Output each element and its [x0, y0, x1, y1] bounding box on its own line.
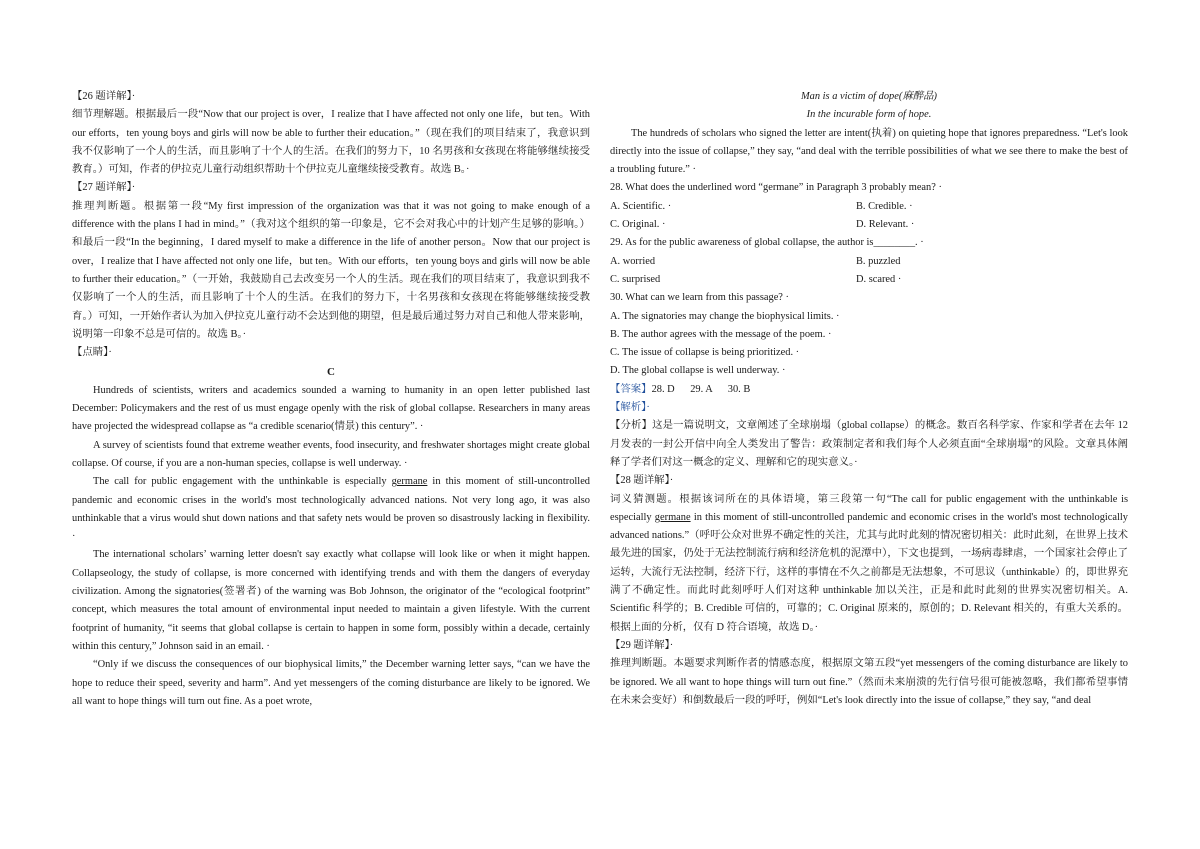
q28-option-b: B. Credible. ·	[856, 200, 913, 212]
q29-option-b: B. puzzled	[856, 255, 901, 267]
q26-explanation: 细节理解题。根据最后一段“Now that our project is over，I realize that I have affected not only one life，but ten。With our efforts，ten young boys and girls will now be able to further their education。”（现在我们的项目结束了，我意识到我不仅影响了一个人的生活，而且影响了十个人的生活。在我们的努力下，10 名男孩和女孩现在将能够继续接受教育。）可知，作者的伊拉克儿童行动组织帮助十个伊拉克儿童继续接受教育。故选 B。·	[72, 109, 590, 176]
poem-line-2: In the incurable form of hope.	[806, 109, 932, 121]
q28-explanation-header: 【28 题详解】·	[610, 475, 674, 487]
q30-option-c: C. The issue of collapse is being prioritized. ·	[610, 347, 800, 359]
right-column	[610, 88, 1128, 710]
passage-paragraph-1: Hundreds of scientists, writers and academics sounded a warning to humanity in an open letter published last December: Policymakers and the rest of us must engage openly with the risk of global collapse. Researchers in many areas have projected the widespread collapse as “a credible scenario(情景) this century”. ·	[72, 384, 590, 433]
paragraph-3-start: The call for public engagement with the unthinkable is especially	[93, 476, 392, 488]
passage-paragraph-2: A survey of scientists found that extreme weather events, food insecurity, and freshwater shortages might create global collapse. Of course, if you are a non-human species, collapse is well underway. ·	[72, 439, 590, 469]
q29-explanation: 推理判断题。本题要求判断作者的情感态度，根据原文第五段“yet messengers of the coming disturbance are likely to be ignored. We all want to hope things will turn out fine.”（然而未来崩溃的先行信号很可能被忽略，我们都希望事情在未来会变好）和倒数最后一段的呼吁，例如“Let's look directly into the issue of collapse,” they say, “and deal	[610, 658, 1128, 706]
q27-header: 【27 题详解】·	[72, 182, 136, 194]
q30-option-a: A. The signatories may change the biophysical limits. ·	[610, 310, 840, 322]
q29-options-row-1	[610, 253, 1128, 271]
question-28: 28. What does the underlined word “germane” in Paragraph 3 probably mean? ·	[610, 182, 942, 194]
passage-paragraph-5: “Only if we discuss the consequences of our biophysical limits,” the December warning letter says, “can we have the hope to reduce their speed, severity and harm”. And yet messengers of the coming disturbance are likely to be ignored. We all want to hope things will turn out fine. As a poet wrote,	[72, 659, 590, 707]
section-c-heading: C	[327, 366, 335, 379]
q28-option-d: D. Relevant. ·	[856, 219, 915, 231]
q29-option-d: D. scared ·	[856, 273, 902, 285]
q28-options-row-2	[610, 216, 1128, 234]
answer-text: 28. D 29. A 30. B	[651, 383, 751, 395]
q29-option-c: C. surprised	[610, 273, 661, 285]
passage-paragraph-4: The international scholars’ warning letter doesn't say exactly what collapse will look like or when it might happen. Collapseology, the study of collapse, is more concerned with identifying trends and with them the dangers of everyday civilization. Among the signatories(签署者) of the warning was Bob Johnson, the originator of the “ecological footprint” concept, which measures the total amount of environmental input needed to maintain a given lifestyle. With the current footprint of humanity, “it seems that global collapse is certain to happen in some form, possibly within a decade, certainly within this century,” Johnson said in an email. ·	[72, 549, 590, 652]
answer-label: 【答案】	[610, 383, 652, 395]
q29-options-row-2	[610, 271, 1128, 289]
q28-explanation-end: in this moment of still-uncontrolled pandemic and economic crises in the world's most technologically advanced nations.”（呼吁公众对世界不确定性的关注，尤其与此时此刻的情况密切相关：此时此刻，在世界上技术最先进的国家，仍处于无法控制流行病和经济危机的泥潭中），下文也提到，一场病毒肆虐，一个国家社会停止了运转，大流行无法控制，经济下行，这样的事情在不久之前都是无法想象，不可思议（unthinkable）的，即世界充满了不确定性。而此时此刻呼吁人们对这种 unthinkable 加以关注，正是和此时此刻的世界实况密切相关。A. Scientific 科学的；B. Credible 可信的，可靠的；C. Original 原来的，原创的；D. Relevant 相关的，有重大关系的。根据上面的分析，仅有 D 符合语境，故选 D。·	[610, 511, 1128, 633]
question-30: 30. What can we learn from this passage? ·	[610, 292, 789, 304]
q30-option-b: B. The author agrees with the message of the poem. ·	[610, 328, 832, 340]
analysis-header: 【解析】·	[610, 402, 650, 414]
passage-paragraph-3	[72, 473, 590, 546]
q29-option-a: A. worried	[610, 255, 656, 267]
dianjing-header: 【点睛】·	[72, 347, 112, 359]
underlined-word-germane-2: germane	[654, 511, 691, 523]
q28-options-row-1	[610, 198, 1128, 216]
q28-option-a: A. Scientific. ·	[610, 200, 672, 212]
q27-explanation: 推理判断题。根据第一段“My first impression of the organization was that it was not going to make enough of a difference with the plans I had in mind。”（我对这个组织的第一印象是，它不会对我心中的计划产生足够的影响。）和最后一段“In the beginning，I dared myself to make a difference in the life of another person。Now that our project is over，I realize that I have affected not only one life，but ten。With our efforts，ten young boys and girls will now be able to further their education。”（一开始，我鼓励自己去改变另一个人的生活。现在我们的项目结束了，我意识到我不仅影响了一个人的生活，而且影响了十个人的生活。在我们的努力下，十名男孩和女孩现在将能够继续接受教育。）可知，一开始作者认为加入伊拉克儿童行动不会达到他的期望，但是最后通过努力对自己和他人带来影响，说明第一印象不总是可信的。故选 B。·	[72, 200, 590, 340]
question-29: 29. As for the public awareness of global collapse, the author is________. ·	[610, 237, 924, 249]
q28-option-c: C. Original. ·	[610, 219, 666, 231]
fenxi-paragraph: 【分析】这是一篇说明文，文章阐述了全球崩塌（global collapse）的概念。数百名科学家、作家和学者在去年 12 月发表的一封公开信中向全人类发出了警告：政策制定者和我们每个人必须直面“全球崩塌”的风险。文章具体阐释了学者们对这一概念的定义、理解和它的现实意义。·	[610, 420, 1128, 468]
underlined-word-germane: germane	[391, 476, 428, 488]
paragraph-3-end: in this moment of still-uncontrolled pandemic and economic crises in the world's most technologically advanced nations. Not very long ago, it was also unthinkable that a virus would shut down nations and that safety nets would be proven so disastrously lacking in flexibility. ·	[72, 476, 590, 543]
passage-paragraph-6: The hundreds of scholars who signed the letter are intent(执着) on quieting hope that ignores preparedness. “Let's look directly into the issue of collapse,” they say, “and deal with the terrible possibilities of what we see there to make the best of a troubling future.” ·	[610, 127, 1128, 176]
q28-explanation	[610, 491, 1128, 637]
q30-option-d: D. The global collapse is well underway. ·	[610, 365, 786, 377]
q29-explanation-header: 【29 题详解】·	[610, 639, 674, 651]
left-column	[72, 88, 590, 711]
q28-explanation-start: 词义猜测题。根据该词所在的具体语境，第三段第一句“The call for public engagement with the unthinkable is especially	[610, 493, 1128, 523]
poem-line-1: Man is a victim of dope(麻醉品)	[801, 91, 937, 102]
q26-header: 【26 题详解】·	[72, 91, 136, 102]
answer-line	[610, 381, 1128, 399]
